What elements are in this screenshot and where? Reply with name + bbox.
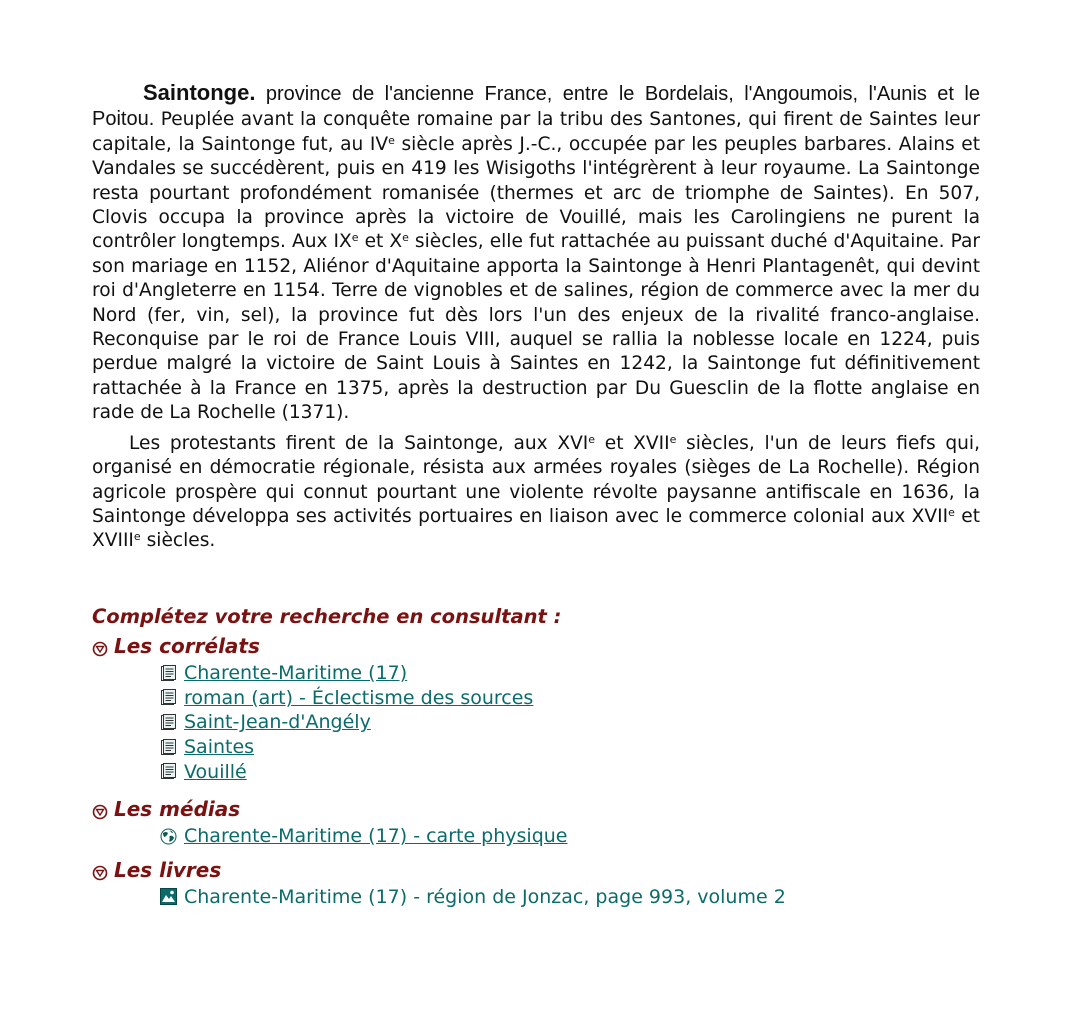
article-body bbox=[92, 81, 980, 554]
globe-icon bbox=[160, 828, 177, 845]
section-bullet-icon bbox=[92, 638, 108, 654]
section-heading bbox=[92, 794, 992, 824]
section-bullet-icon bbox=[92, 862, 108, 878]
article-paragraph-1: Saintonge. province de l'ancienne France, entre le Bordelais, l'Angoumois, l'Aunis et le Poitou. Peuplée avant la conquête romaine par la tribu des Santones, qui firent de Saintes leur capitale, la Saintonge fut, au IVe siècle après J.-C., occupée par les peuples barbares. Alains et Vandales se succédèrent, puis en 419 les Wisigoths l'intégrèrent à leur royaume. La Saintonge resta pourtant profondément romanisée (thermes et arc de triomphe de Saintes). En 507, Clovis occupa la province après la victoire de Vouillé, mais les Carolingiens ne purent la contrôler longtemps. Aux IXe et Xe siècles, elle fut rattachée au puissant duché d'Aquitaine. Par son mariage en 1152, Aliénor d'Aquitaine apporta la Saintonge à Henri Plantagenêt, qui devint roi d'Angleterre en 1154. Terre de vignobles et de salines, région de commerce avec la mer du Nord (fer, vin, sel), la province fut dès lors l'un des enjeux de la rivalité franco-anglaise. Reconquise par le roi de France Louis VIII, auquel se rallia la noblesse locale en 1224, puis perdue malgré la victoire de Saint Louis à Saintes en 1242, la Saintonge fut définitivement rattachée à la France en 1375, après la destruction par Du Guesclin de la flotte anglaise en rade de La Rochelle (1371). bbox=[92, 80, 980, 424]
link-roman-art[interactable]: roman (art) - Éclectisme des sources bbox=[184, 686, 534, 709]
link-saintes[interactable]: Saintes bbox=[184, 736, 255, 759]
image-icon bbox=[160, 888, 177, 905]
related-title: Complétez votre recherche en consultant : bbox=[92, 605, 562, 628]
link-carte-physique[interactable]: Charente-Maritime (17) - carte physique bbox=[184, 825, 568, 848]
page-icon bbox=[160, 689, 177, 706]
list-item bbox=[160, 824, 992, 849]
book-reference: Charente-Maritime (17) - région de Jonzac, page 993, volume 2 bbox=[184, 885, 786, 908]
list-item bbox=[160, 885, 992, 910]
livres-list bbox=[92, 885, 992, 910]
section-label: Les corrélats bbox=[114, 634, 260, 658]
page-icon bbox=[160, 739, 177, 756]
section-medias bbox=[92, 794, 992, 849]
list-item bbox=[160, 661, 992, 686]
link-vouille[interactable]: Vouillé bbox=[184, 760, 247, 783]
section-label: Les médias bbox=[114, 796, 241, 821]
correlats-list bbox=[92, 661, 992, 784]
section-correlats bbox=[92, 631, 992, 784]
medias-list bbox=[92, 824, 992, 849]
list-item bbox=[160, 735, 992, 760]
page-icon bbox=[160, 714, 177, 731]
section-heading bbox=[92, 631, 992, 661]
link-saint-jean-d-angely[interactable]: Saint-Jean-d'Angély bbox=[184, 711, 371, 734]
related-content bbox=[92, 603, 992, 909]
link-charente-maritime[interactable]: Charente-Maritime (17) bbox=[184, 662, 408, 685]
section-bullet-icon bbox=[92, 801, 108, 817]
page-icon bbox=[160, 665, 177, 682]
headword: Saintonge. bbox=[143, 80, 256, 105]
list-item bbox=[160, 759, 992, 784]
list-item bbox=[160, 710, 992, 735]
list-item bbox=[160, 686, 992, 711]
section-livres bbox=[92, 855, 992, 910]
section-heading bbox=[92, 855, 992, 885]
section-label: Les livres bbox=[114, 857, 222, 882]
article-paragraph-2: Les protestants firent de la Saintonge, aux XVIe et XVIIe siècles, l'un de leurs fiefs qui, organisé en démocratie régionale, résista aux armées royales (sièges de La Rochelle). Région agricole prospère qui connut pourtant une violente révolte paysanne antifiscale en 1636, la Saintonge développa ses activités portuaires en liaison avec le commerce colonial aux XVIIe et XVIIIe siècles. bbox=[92, 432, 980, 552]
page-icon bbox=[160, 763, 177, 780]
